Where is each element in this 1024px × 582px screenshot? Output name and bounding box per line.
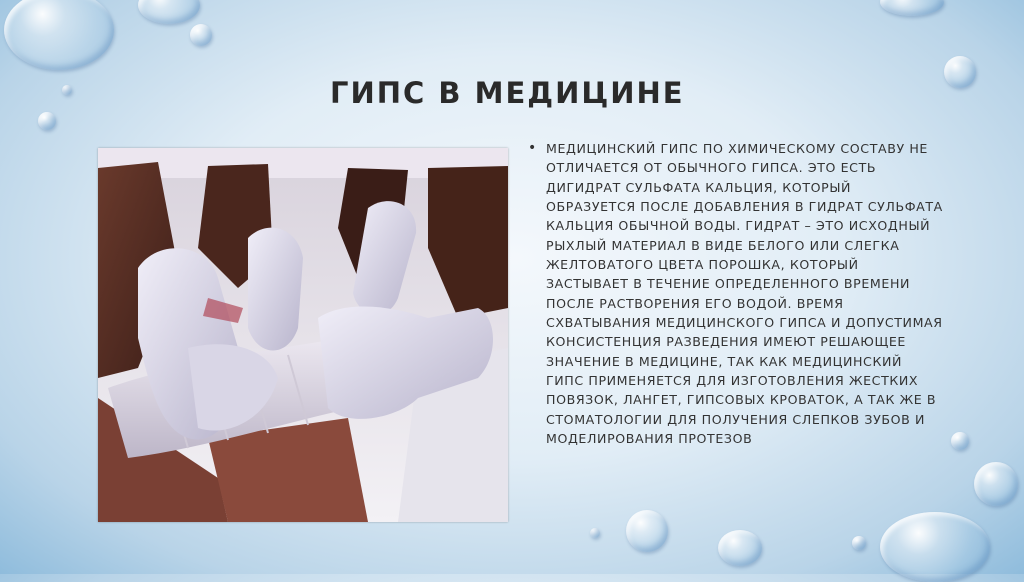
- water-drop-decoration: [951, 432, 969, 450]
- bullet-paragraph: [524, 139, 944, 449]
- water-drop-decoration: [4, 0, 114, 70]
- plaster-cast-photo: [98, 148, 508, 522]
- water-drop-decoration: [190, 24, 212, 46]
- water-drop-decoration: [62, 85, 72, 95]
- water-drop-decoration: [590, 528, 600, 538]
- water-drop-decoration: [626, 510, 668, 552]
- water-drop-decoration: [38, 112, 56, 130]
- water-drop-decoration: [880, 0, 944, 16]
- water-drop-decoration: [718, 530, 762, 566]
- water-drop-decoration: [852, 536, 866, 550]
- water-drop-decoration: [138, 0, 200, 24]
- water-drop-decoration: [880, 512, 990, 582]
- water-drop-decoration: [974, 462, 1018, 506]
- bullet-marker: •: [528, 140, 537, 156]
- slide-title: ГИПС В МЕДИЦИНЕ: [330, 76, 685, 110]
- plaster-cast-illustration: [98, 148, 508, 522]
- water-drop-decoration: [944, 56, 976, 88]
- bullet-text: МЕДИЦИНСКИЙ ГИПС ПО ХИМИЧЕСКОМУ СОСТАВУ НЕ ОТЛИЧАЕТСЯ ОТ ОБЫЧНОГО ГИПСА. ЭТО ЕСТЬ ДИГИДРАТ СУЛЬФАТА КАЛЬЦИЯ, КОТОРЫЙ ОБРАЗУЕТСЯ ПОСЛЕ ДОБАВЛЕНИЯ В ГИДРАТ СУЛЬФАТА КАЛЬЦИЯ ОБЫЧНОЙ ВОДЫ. ГИДРАТ – ЭТО ИСХОДНЫЙ РЫХЛЫЙ МАТЕРИАЛ В ВИДЕ БЕЛОГО ИЛИ СЛЕГКА ЖЕЛТОВАТОГО ЦВЕТА ПОРОШКА, КОТОРЫЙ ЗАСТЫВАЕТ В ТЕЧЕНИЕ ОПРЕДЕЛЕННОГО ВРЕМЕНИ ПОСЛЕ РАСТВОРЕНИЯ ЕГО ВОДОЙ. ВРЕМЯ СХВАТЫВАНИЯ МЕДИЦИНСКОГО ГИПСА И ДОПУСТИМАЯ КОНСИСТЕНЦИЯ РАЗВЕДЕНИЯ ИМЕЮТ РЕШАЮЩЕЕ ЗНАЧЕНИЕ В МЕДИЦИНЕ, ТАК КАК МЕДИЦИНСКИЙ ГИПС ПРИМЕНЯЕТСЯ ДЛЯ ИЗГОТОВЛЕНИЯ ЖЕСТКИХ ПОВЯЗОК, ЛАНГЕТ, ГИПСОВЫХ КРОВАТОК, А ТАК ЖЕ В СТОМАТОЛОГИИ ДЛЯ ПОЛУЧЕНИЯ СЛЕПКОВ ЗУБОВ И МОДЕЛИРОВАНИЯ ПРОТЕЗОВ: [546, 141, 943, 447]
